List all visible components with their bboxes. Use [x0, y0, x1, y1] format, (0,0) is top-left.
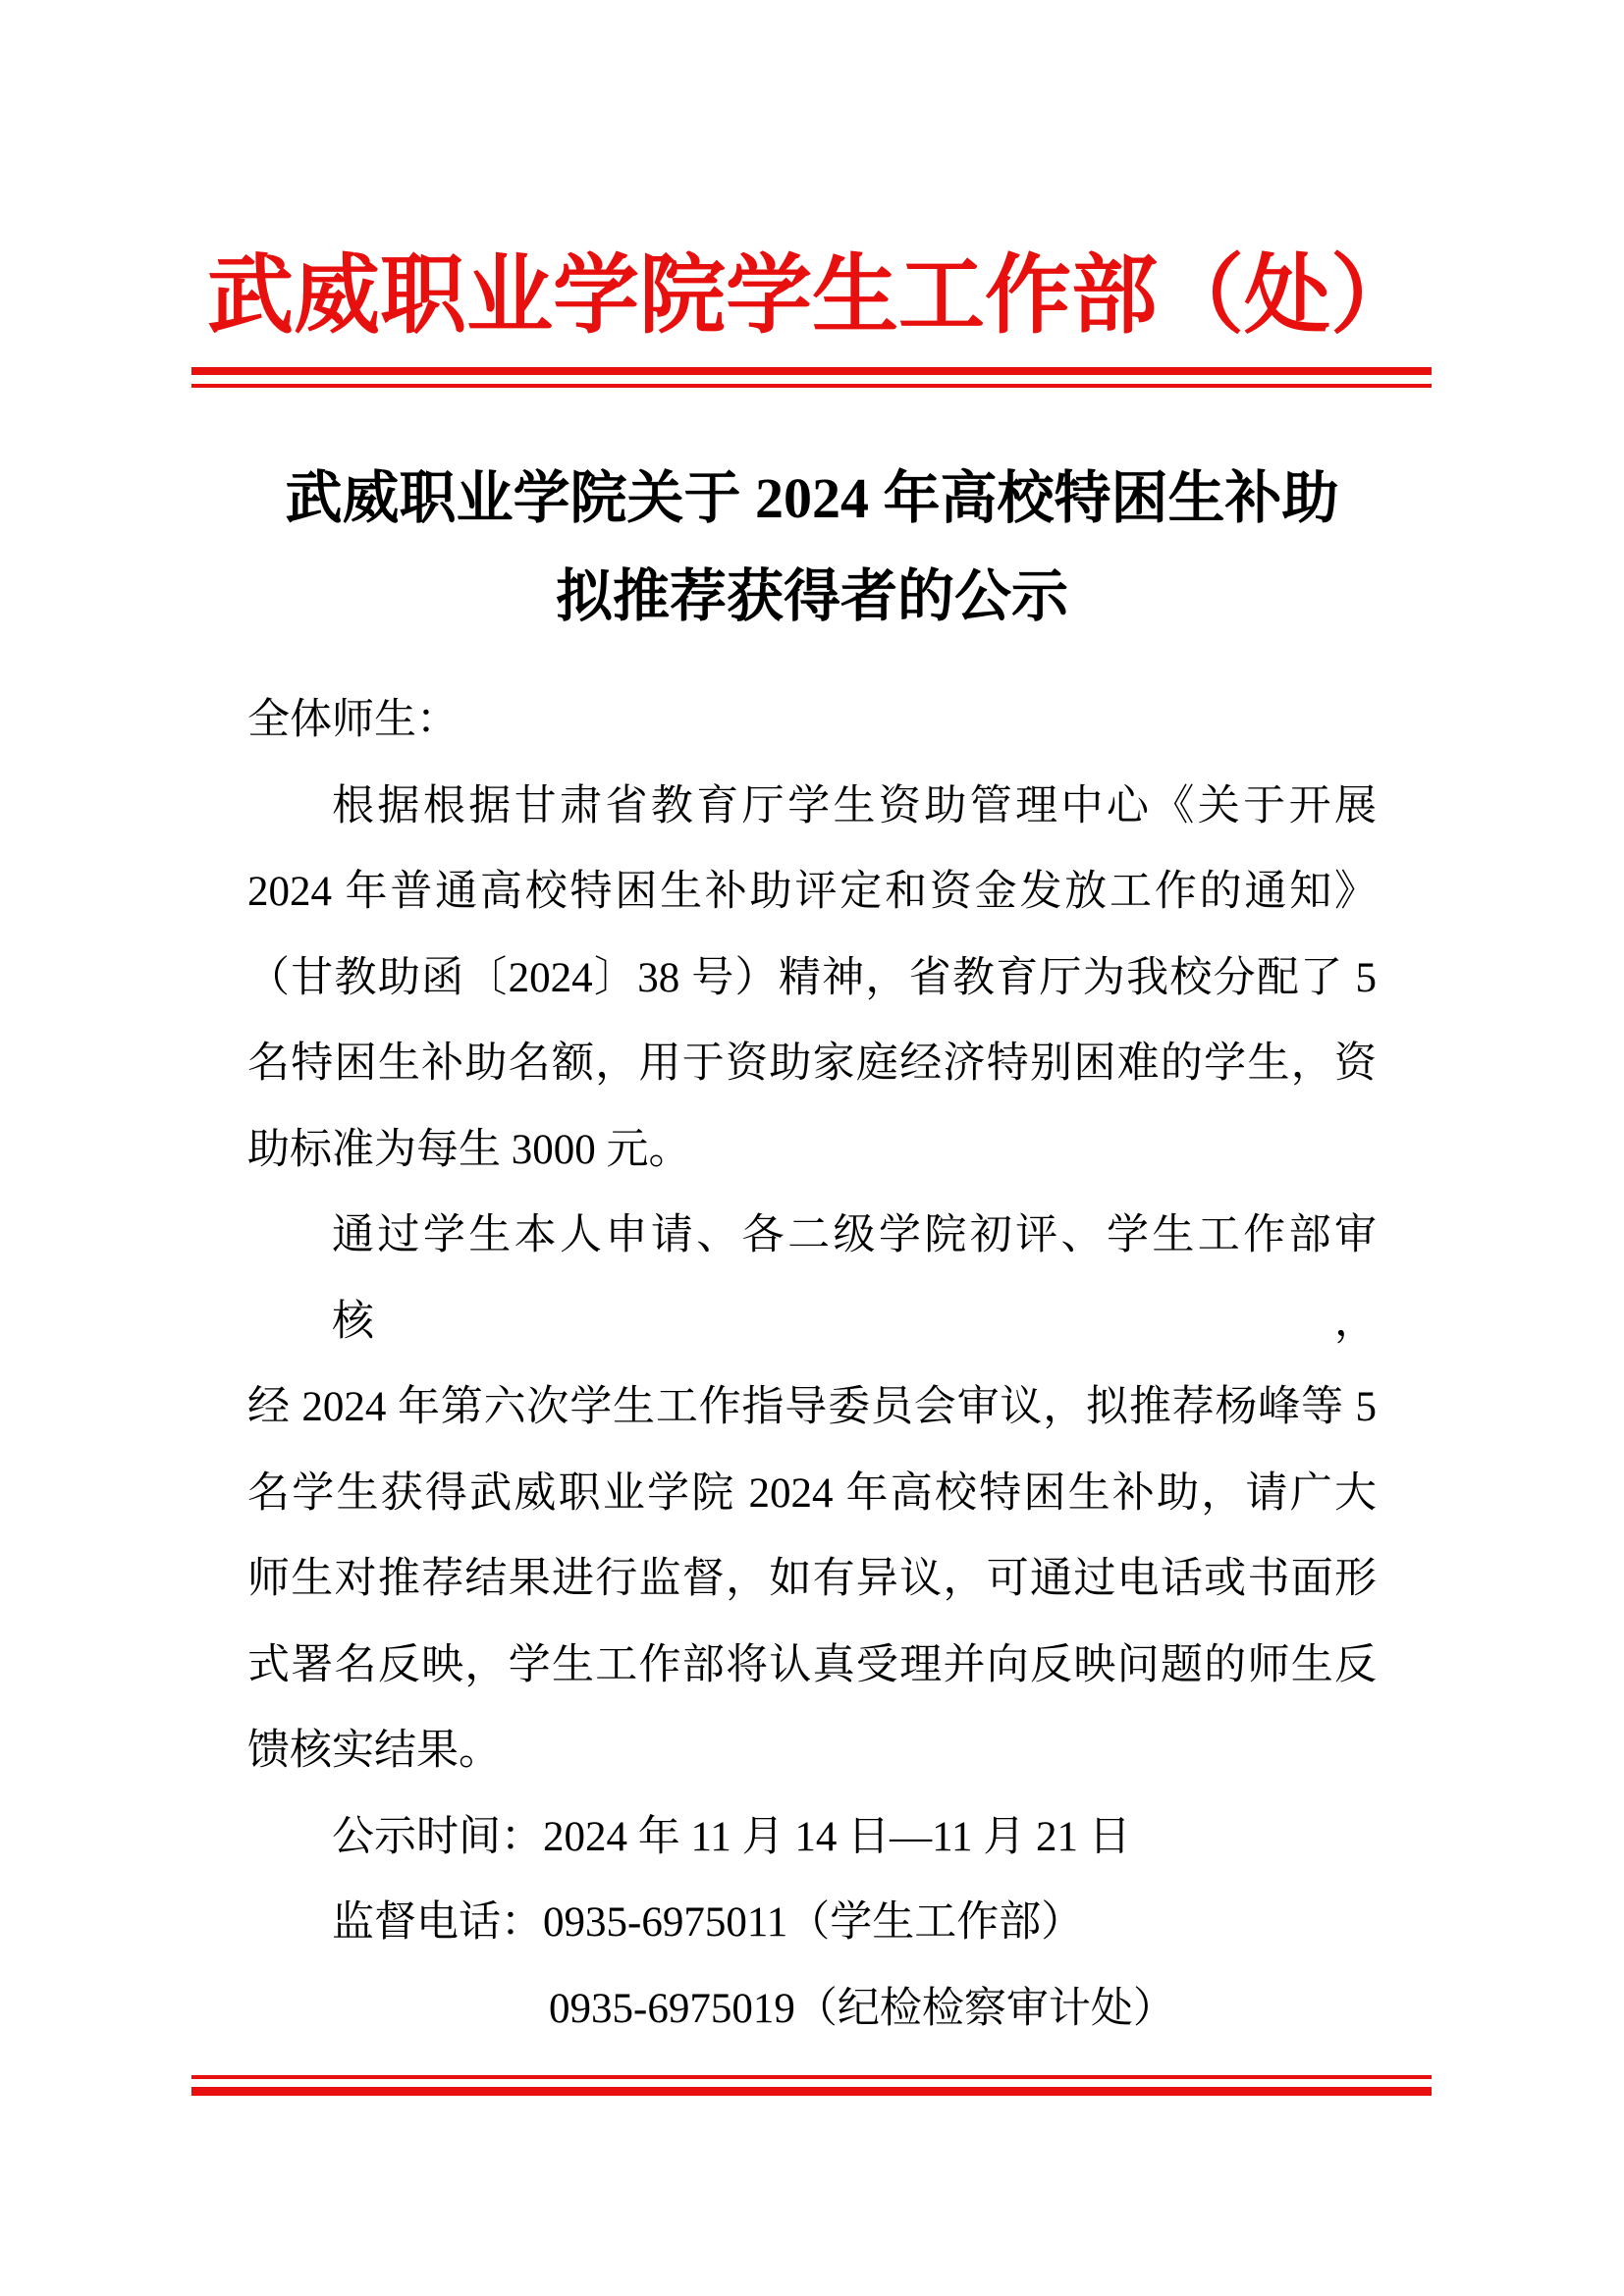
body-line: 经 2024 年第六次学生工作指导委员会审议，拟推荐杨峰等 5: [247, 1384, 1377, 1430]
body-line: 根据根据甘肃省教育厅学生资助管理中心《关于开展: [332, 782, 1377, 829]
body-line: 师生对推荐结果进行监督，如有异议，可通过电话或书面形: [247, 1556, 1377, 1602]
notice-title-line1: 武威职业学院关于 2024 年高校特困生补助: [285, 466, 1339, 530]
masthead-rule-top-thick: [191, 367, 1432, 375]
notice-title-line2: 拟推荐获得者的公示: [555, 564, 1068, 628]
notice-title: [0, 450, 1624, 646]
body-line: 式署名反映，学生工作部将认真受理并向反映问题的师生反: [247, 1641, 1377, 1688]
body-line: （甘教助函〔2024〕38 号）精神，省教育厅为我校分配了 5: [247, 954, 1377, 1001]
body-line: 名特困生补助名额，用于资助家庭经济特别困难的学生，资: [247, 1041, 1377, 1087]
footer-rule-bottom-thick: [191, 2087, 1432, 2096]
salutation: 全体师生：: [247, 697, 459, 743]
masthead-department-title: 武威职业学院学生工作部（处）: [206, 249, 1417, 345]
publicity-period: 公示时间：2024 年 11 月 14 日—11 月 21 日: [332, 1813, 1131, 1860]
body-line: 馈核实结果。: [247, 1728, 501, 1774]
body-line: 名学生获得武威职业学院 2024 年高校特困生补助，请广大: [247, 1469, 1377, 1517]
supervision-phone-primary: 监督电话：0935-6975011（学生工作部）: [332, 1899, 1084, 1946]
body-line: 2024 年普通高校特困生补助评定和资金发放工作的通知》: [247, 869, 1377, 915]
supervision-phone-secondary: 0935-6975019（纪检检察审计处）: [549, 1985, 1175, 2032]
footer-rule-bottom-thin: [191, 2075, 1432, 2079]
body-line: 助标准为每生 3000 元。: [247, 1126, 691, 1173]
body-line: 通过学生本人申请、各二级学院初评、学生工作部审核，: [332, 1212, 1377, 1345]
masthead-rule-top-thin: [191, 384, 1432, 388]
notice-body: [247, 677, 1377, 2052]
